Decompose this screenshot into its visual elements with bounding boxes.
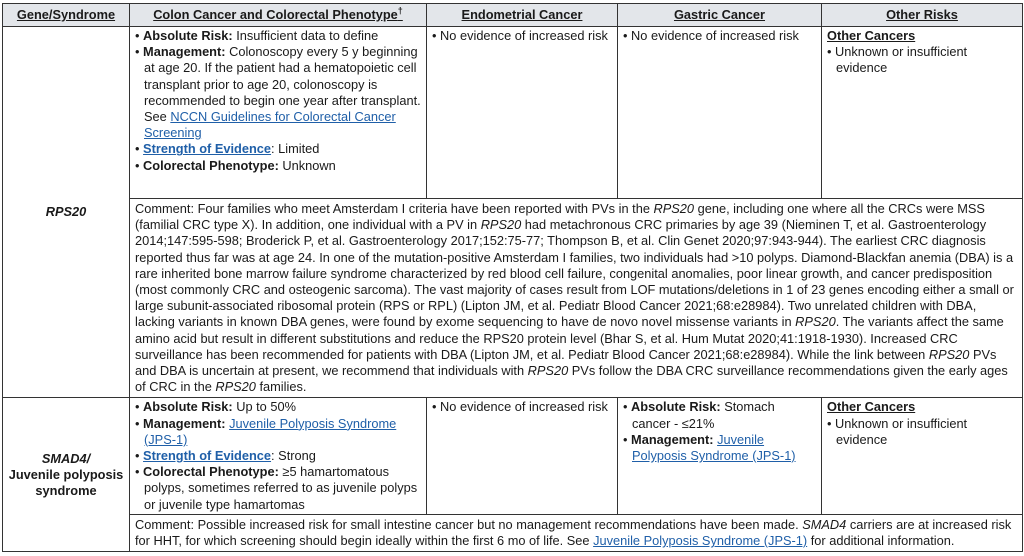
header-other: Other Risks xyxy=(822,4,1023,27)
bullet: • xyxy=(623,28,628,43)
absolute-risk-label: Absolute Risk: xyxy=(143,399,233,415)
absolute-risk-text: Insufficient data to define xyxy=(232,28,379,43)
list-item xyxy=(135,28,421,44)
bullet: • xyxy=(623,399,628,415)
other-text: Unknown or insufficient evidence xyxy=(835,415,968,447)
list-item xyxy=(827,416,1017,448)
list-item xyxy=(135,464,421,513)
list-item xyxy=(432,399,612,415)
gastric-mgmt-label: Management: xyxy=(631,431,714,447)
comment-text: had metachronous CRC primaries by age 39 (Nieminen T, et al. Gastroenterology 2014;147:595-598; Broderick P, et al. Gastroenterology 2017;152:75-77; Thompson B, et al. Clin Genet 2020;97:943-944). The earliest CRC diagnosis reported thus far was at age 24. In one of the mutation-positive Amsterdam I families, two individuals had >10 polyps. Diamond-Blackfan anemia (DBA) is a rare inherited bone marrow failure syndrome characterized by red blood cell failure, congenital anomalies, poor linear growth, and cancer predisposition (most commonly CRC and osteogenic sarcoma). The vast majority of cases result from LOF mutations/deletions in 1 of 23 genes encoding either a small or large subunit-associated ribosomal protein (RPS or RPL) (Lipton JM, et al. Pediatr Blood Cancer 2021;68:e28984). Two unrelated children with DBA, lacking variants in known DBA genes, were found by exome sequencing to have de novo novel missense variants in xyxy=(135,217,1014,330)
phenotype-text: Unknown xyxy=(278,157,336,173)
gene-cell-rps20: RPS20 xyxy=(3,27,130,398)
gene-ref: RPS20 xyxy=(480,217,522,233)
list-item xyxy=(135,44,421,141)
other-cancers-heading: Other Cancers xyxy=(827,399,916,415)
bullet: • xyxy=(827,44,832,60)
bullet: • xyxy=(135,399,140,415)
list-item xyxy=(827,44,1017,76)
gene-cell-smad4 xyxy=(3,398,130,552)
gastric-abs-label: Absolute Risk: xyxy=(631,399,721,415)
header-row xyxy=(3,4,1023,27)
gastric-abs-text: Stomach cancer - ≤21% xyxy=(632,399,775,431)
list-item xyxy=(135,416,421,448)
header-colon-label: Colon Cancer and Colorectal Phenotype xyxy=(153,6,398,22)
rps20-colon-cell xyxy=(130,27,427,199)
header-colon xyxy=(130,4,427,27)
phenotype-label: Colorectal Phenotype: xyxy=(143,157,279,173)
strength-of-evidence-link[interactable]: Strength of Evidence xyxy=(143,141,272,157)
other-cancers-heading: Other Cancers xyxy=(827,28,916,43)
management-label: Management: xyxy=(143,44,226,60)
phenotype-label: Colorectal Phenotype: xyxy=(143,464,279,480)
syndrome-name: Juvenile polyposis syndrome xyxy=(8,466,124,498)
comment-text: Comment: Four families who meet Amsterdam I criteria have been reported with PVs in the xyxy=(135,201,654,216)
management-text: Colonoscopy every 5 y beginning at age 20. If the patient had a hematopoietic cell transplant prior to age 20, colonoscopy is recommended to begin one year after transplant. See xyxy=(144,44,421,125)
rps20-gastric-cell xyxy=(618,27,822,199)
rps20-endometrial-cell xyxy=(427,27,618,199)
comment-text: PVs and DBA is uncertain at present, we recommend that individuals with xyxy=(135,346,997,379)
list-item xyxy=(623,432,816,464)
gene-ref: RPS20 xyxy=(527,363,569,379)
bullet: • xyxy=(135,157,140,173)
management-label: Management: xyxy=(143,415,226,431)
gene-ref: SMAD4 xyxy=(802,516,847,532)
gene-ref: RPS20 xyxy=(215,379,256,395)
bullet: • xyxy=(135,448,140,464)
list-item xyxy=(432,28,612,44)
phenotype-text: ≥5 hamartomatous polyps, sometimes referred to as juvenile polyps or juvenile type hamartomas xyxy=(144,464,418,512)
smad4-row xyxy=(3,398,1023,514)
strength-text: : Strong xyxy=(271,448,316,464)
gene-name-smad4: SMAD4/ xyxy=(41,450,91,466)
bullet: • xyxy=(432,28,437,43)
risk-table xyxy=(2,3,1023,552)
comment-jps-link[interactable]: Juvenile Polyposis Syndrome (JPS-1) xyxy=(593,533,808,549)
nccn-crc-screening-link[interactable]: NCCN Guidelines for Colorectal Cancer Screening xyxy=(144,109,396,141)
bullet: • xyxy=(135,415,140,431)
strength-of-evidence-link[interactable]: Strength of Evidence xyxy=(143,448,272,464)
comment-text: . The variants affect the same amino acid but result in different substitutions and reduce the RPS20 protein level (Bhar S, et al. Hum Mutat 2020;41:1918-1930). Increased CRC surveillance has been recommended for patients with DBA (Lipton JM, et al. Pediatr Blood Cancer 2021;68:e28984). While the link between xyxy=(135,314,1004,362)
bullet: • xyxy=(623,431,628,447)
smad4-comment xyxy=(130,514,1023,551)
list-item xyxy=(135,141,421,157)
absolute-risk-label: Absolute Risk: xyxy=(143,28,233,43)
bullet: • xyxy=(135,28,140,43)
bullet: • xyxy=(135,44,140,60)
other-text: Unknown or insufficient evidence xyxy=(835,44,968,76)
rps20-comment-row xyxy=(3,199,1023,398)
gene-ref: RPS20 xyxy=(928,346,970,362)
list-item xyxy=(135,399,421,415)
smad4-endometrial-cell xyxy=(427,398,618,514)
rps20-row xyxy=(3,27,1023,199)
list-item xyxy=(623,399,816,431)
endometrial-text: No evidence of increased risk xyxy=(440,399,608,415)
gastric-jps-link[interactable]: Juvenile Polyposis Syndrome (JPS-1) xyxy=(632,431,796,464)
header-endometrial: Endometrial Cancer xyxy=(427,4,618,27)
header-gene: Gene/Syndrome xyxy=(3,4,130,27)
gastric-text: No evidence of increased risk xyxy=(631,28,799,43)
bullet: • xyxy=(827,415,832,431)
header-gastric: Gastric Cancer xyxy=(618,4,822,27)
list-item xyxy=(135,158,421,174)
comment-text: for additional information. xyxy=(807,533,955,549)
comment-text: gene, including one where all the CRCs were MSS (familial CRC type X). In addition, one individual with a PV in xyxy=(135,201,985,233)
strength-text: : Limited xyxy=(271,141,320,157)
comment-text: carriers are at increased risk for HHT, for which screening should begin ideally within the first 6 mo of life. See xyxy=(135,516,1012,549)
bullet: • xyxy=(135,464,140,480)
comment-text: Comment: Possible increased risk for small intestine cancer but no management recommendations have been made. xyxy=(135,516,803,532)
smad4-other-cell xyxy=(822,398,1023,514)
bullet: • xyxy=(135,141,140,157)
rps20-comment xyxy=(130,199,1023,398)
bullet: • xyxy=(432,399,437,415)
smad4-colon-cell xyxy=(130,398,427,514)
comment-text: families. xyxy=(255,379,307,395)
smad4-comment-row xyxy=(3,514,1023,551)
smad4-gastric-cell xyxy=(618,398,822,514)
gene-ref: RPS20 xyxy=(795,314,836,330)
dagger-mark: † xyxy=(397,5,403,16)
jps-link[interactable]: Juvenile Polyposis Syndrome (JPS-1) xyxy=(144,415,397,447)
list-item xyxy=(135,448,421,464)
rps20-other-cell xyxy=(822,27,1023,199)
list-item xyxy=(623,28,816,44)
absolute-risk-text: Up to 50% xyxy=(232,399,296,415)
gene-ref: RPS20 xyxy=(653,201,695,216)
endometrial-text: No evidence of increased risk xyxy=(440,28,608,43)
comment-text: PVs follow the DBA CRC surveillance recommendations given the early ages of CRC in the xyxy=(135,363,1008,395)
